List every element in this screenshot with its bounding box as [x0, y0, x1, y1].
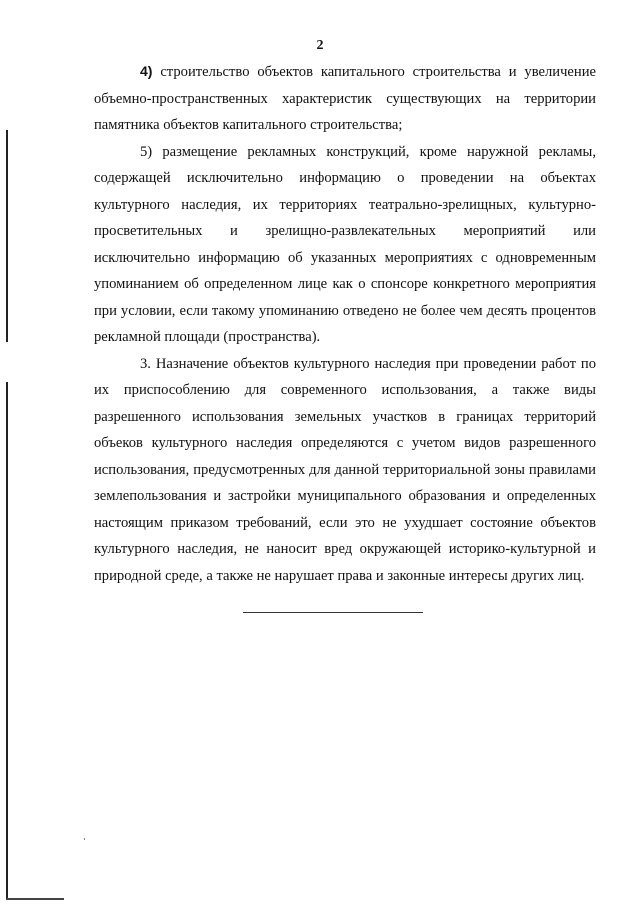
paragraph-item-4: [94, 58, 596, 139]
end-of-text-rule: [243, 612, 423, 613]
scan-margin-line: [6, 382, 8, 900]
scan-margin-line: [6, 130, 8, 342]
paragraph-text: строительство объектов капитального строительства и увеличение объемно-пространственных характеристик существующих на территории памятника объектов капитального строительства;: [94, 64, 596, 133]
document-body: [94, 58, 596, 589]
scan-artifact: [84, 838, 85, 840]
paragraph-text: 3. Назначение объектов культурного наследия при проведении работ по их приспособлению для современного использования, а также виды разрешенного использования земельных участков в границах территорий объеков культурного наследия определяются с учетом видов разрешенного использования, предусмотренных для данной территориальной зоны правилами землепользования и застройки муниципального образования и определенных настоящим приказом требований, если это не ухудшает состояние объектов культурного наследия, не наносит вред окружающей историко-культурной и природной среде, а также не нарушает права и законные интересы других лиц.: [94, 355, 596, 584]
scan-margin-line: [6, 898, 64, 900]
paragraph-item-5: [94, 139, 596, 351]
item-number: 4): [140, 63, 153, 79]
paragraph-text: 5) размещение рекламных конструкций, кроме наружной рекламы, содержащей исключительно информацию о проведении на объектах культурного наследия, их территориях театрально-зрелищных, культурно-просветительных и зрелищно-развлекательных мероприятий или исключительно информацию об указанных мероприятиях с одновременным упоминанием об определенном лице как о спонсоре конкретного мероприятия при условии, если такому упоминанию отведено не более чем десять процентов рекламной площади (пространства).: [94, 143, 596, 345]
paragraph-clause-3: [94, 351, 596, 590]
page-number: 2: [316, 38, 324, 53]
